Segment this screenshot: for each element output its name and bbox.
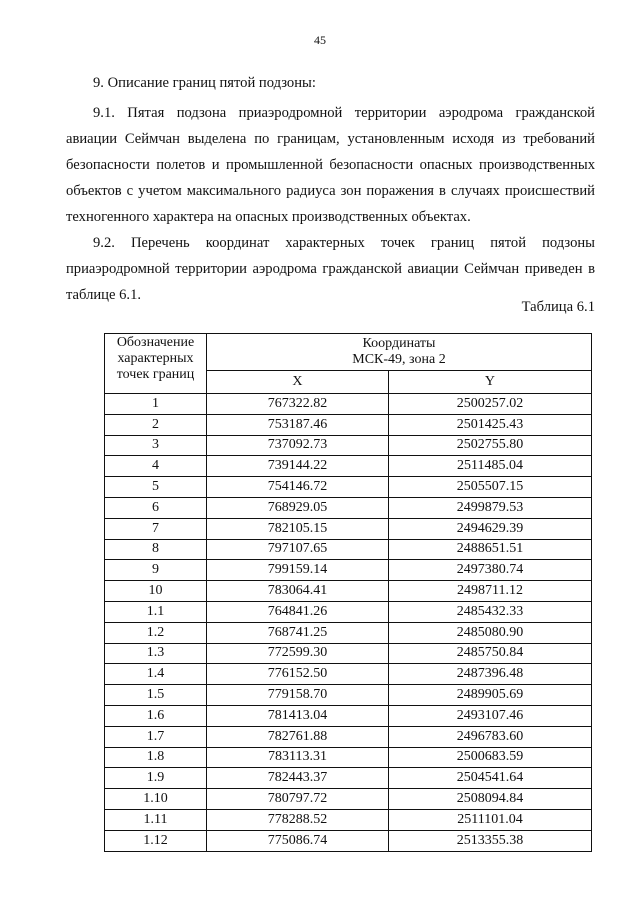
paragraph-9-2: 9.2. Перечень координат характерных точек границ пятой подзоны приаэродромной территории аэродрома гражданской авиации Сеймчан приведен в таблице 6.1.	[66, 235, 595, 303]
table-row	[105, 705, 592, 726]
x-coordinate-cell: 782761.88	[207, 726, 389, 747]
x-coordinate-cell: 779158.70	[207, 685, 389, 706]
table-row	[105, 497, 592, 518]
document-body	[66, 70, 595, 308]
point-cell: 1.12	[105, 830, 207, 851]
table-row	[105, 581, 592, 602]
header-x: X	[207, 370, 389, 393]
header-points	[105, 334, 207, 394]
y-coordinate-cell: 2508094.84	[388, 789, 591, 810]
point-cell: 1.10	[105, 789, 207, 810]
y-coordinate-cell: 2489905.69	[388, 685, 591, 706]
x-coordinate-cell: 768929.05	[207, 497, 389, 518]
table-row	[105, 809, 592, 830]
table-row	[105, 560, 592, 581]
y-coordinate-cell: 2500683.59	[388, 747, 591, 768]
table-row	[105, 477, 592, 498]
point-cell: 2	[105, 414, 207, 435]
x-coordinate-cell: 772599.30	[207, 643, 389, 664]
x-coordinate-cell: 797107.65	[207, 539, 389, 560]
section-heading: 9. Описание границ пятой подзоны:	[93, 75, 316, 91]
x-coordinate-cell: 737092.73	[207, 435, 389, 456]
y-coordinate-cell: 2511101.04	[388, 809, 591, 830]
table-row	[105, 789, 592, 810]
table-row	[105, 768, 592, 789]
y-coordinate-cell: 2502755.80	[388, 435, 591, 456]
point-cell: 1.4	[105, 664, 207, 685]
x-coordinate-cell: 754146.72	[207, 477, 389, 498]
y-coordinate-cell: 2511485.04	[388, 456, 591, 477]
x-coordinate-cell: 764841.26	[207, 601, 389, 622]
x-coordinate-cell: 782443.37	[207, 768, 389, 789]
point-cell: 4	[105, 456, 207, 477]
x-coordinate-cell: 799159.14	[207, 560, 389, 581]
header-points-line: характерных	[117, 351, 194, 366]
point-cell: 1.7	[105, 726, 207, 747]
y-coordinate-cell: 2513355.38	[388, 830, 591, 851]
point-cell: 6	[105, 497, 207, 518]
table-row	[105, 664, 592, 685]
y-coordinate-cell: 2485080.90	[388, 622, 591, 643]
point-cell: 1.8	[105, 747, 207, 768]
header-y: Y	[388, 370, 591, 393]
table-row	[105, 414, 592, 435]
table-row	[105, 747, 592, 768]
y-coordinate-cell: 2499879.53	[388, 497, 591, 518]
x-coordinate-cell: 778288.52	[207, 809, 389, 830]
y-coordinate-cell: 2487396.48	[388, 664, 591, 685]
x-coordinate-cell: 768741.25	[207, 622, 389, 643]
table-row	[105, 685, 592, 706]
x-coordinate-cell: 782105.15	[207, 518, 389, 539]
x-coordinate-cell: 776152.50	[207, 664, 389, 685]
page-number: 45	[314, 33, 326, 47]
point-cell: 1.9	[105, 768, 207, 789]
header-coordinates-title: Координаты	[362, 335, 436, 351]
x-coordinate-cell: 775086.74	[207, 830, 389, 851]
table-row	[105, 643, 592, 664]
header-points-line: Обозначение	[116, 335, 195, 350]
y-coordinate-cell: 2496783.60	[388, 726, 591, 747]
y-coordinate-cell: 2485750.84	[388, 643, 591, 664]
point-cell: 7	[105, 518, 207, 539]
coordinates-table	[104, 333, 592, 852]
y-coordinate-cell: 2493107.46	[388, 705, 591, 726]
point-cell: 3	[105, 435, 207, 456]
point-cell: 10	[105, 581, 207, 602]
table-row	[105, 601, 592, 622]
x-coordinate-cell: 780797.72	[207, 789, 389, 810]
y-coordinate-cell: 2497380.74	[388, 560, 591, 581]
table-row	[105, 622, 592, 643]
table-row	[105, 518, 592, 539]
x-coordinate-cell: 783113.31	[207, 747, 389, 768]
x-coordinate-cell: 781413.04	[207, 705, 389, 726]
table-row	[105, 726, 592, 747]
x-coordinate-cell: 767322.82	[207, 394, 389, 415]
point-cell: 5	[105, 477, 207, 498]
point-cell: 9	[105, 560, 207, 581]
header-coordinates-system: МСК-49, зона 2	[352, 351, 446, 367]
point-cell: 1.5	[105, 685, 207, 706]
y-coordinate-cell: 2500257.02	[388, 394, 591, 415]
point-cell: 1.11	[105, 809, 207, 830]
paragraph-9-1: 9.1. Пятая подзона приаэродромной территории аэродрома гражданской авиации Сеймчан выделена по границам, установленным исходя из требований безопасности полетов и промышленной безопасности опасных производственных объектов с учетом максимального радиуса зон поражения в случаях происшествий техногенного характера на опасных производственных объектах.	[66, 105, 595, 225]
y-coordinate-cell: 2494629.39	[388, 518, 591, 539]
table-row	[105, 456, 592, 477]
point-cell: 1.2	[105, 622, 207, 643]
y-coordinate-cell: 2488651.51	[388, 539, 591, 560]
y-coordinate-cell: 2498711.12	[388, 581, 591, 602]
x-coordinate-cell: 783064.41	[207, 581, 389, 602]
table-row	[105, 539, 592, 560]
x-coordinate-cell: 753187.46	[207, 414, 389, 435]
point-cell: 1.3	[105, 643, 207, 664]
table-row	[105, 830, 592, 851]
y-coordinate-cell: 2504541.64	[388, 768, 591, 789]
table-caption: Таблица 6.1	[521, 299, 595, 315]
x-coordinate-cell: 739144.22	[207, 456, 389, 477]
y-coordinate-cell: 2485432.33	[388, 601, 591, 622]
point-cell: 1.6	[105, 705, 207, 726]
header-coordinates	[207, 334, 592, 371]
point-cell: 1.1	[105, 601, 207, 622]
table-row	[105, 435, 592, 456]
point-cell: 1	[105, 394, 207, 415]
y-coordinate-cell: 2501425.43	[388, 414, 591, 435]
y-coordinate-cell: 2505507.15	[388, 477, 591, 498]
table-body	[105, 394, 592, 852]
table-row	[105, 394, 592, 415]
point-cell: 8	[105, 539, 207, 560]
header-points-line: точек границ	[116, 367, 195, 382]
